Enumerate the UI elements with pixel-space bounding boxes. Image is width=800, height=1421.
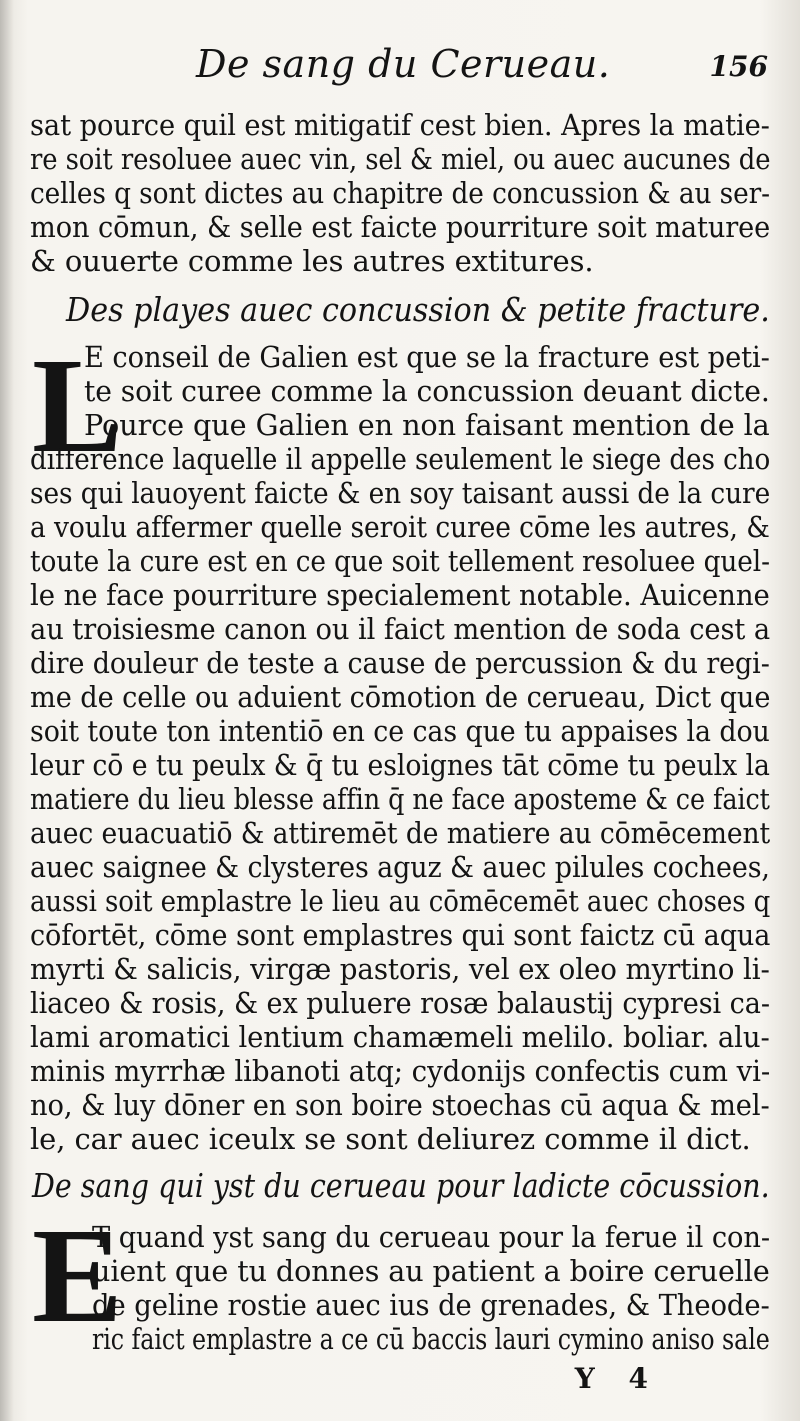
text-line: au troisiesme canon ou il faict mention de soda cest a	[30, 612, 771, 646]
text-line: a voulu affermer quelle seroit curee cōme les autres, &	[30, 510, 770, 544]
text-line: & ouuerte comme les autres extitures.	[30, 244, 594, 278]
running-title: De sang du Cerueau.	[196, 42, 611, 86]
text-line: celles q sont dictes au chapitre de concussion & au ser-	[30, 176, 770, 210]
text-line: minis myrrhæ libanoti atq; cydonijs confectis cum vi-	[30, 1054, 771, 1088]
section-heading: Des playes auec concussion & petite fracture.	[66, 290, 770, 329]
drop-capital: L	[32, 331, 123, 481]
text-line: T quand yst sang du cerueau pour la ferue il con-	[92, 1220, 770, 1254]
text-line: me de celle ou aduient cōmotion de cerueau, Dict que	[30, 680, 771, 714]
text-line: auec saignee & clysteres aguz & auec pilules cochees,	[30, 850, 770, 884]
text-line: matiere du lieu blesse affin q̄ ne face aposteme & ce faict	[30, 782, 770, 816]
signature-mark: Y 4	[574, 1362, 660, 1395]
text-line: myrti & salicis, virgæ pastoris, vel ex oleo myrtino li-	[30, 952, 770, 986]
text-line: auec euacuatiō & attiremēt de matiere au cōmēcement	[30, 816, 771, 850]
text-line: le, car auec iceulx se sont deliurez comme il dict.	[30, 1122, 751, 1156]
page-header	[0, 40, 800, 90]
text-line: no, & luy dōner en son boire stoechas cū aqua & mel-	[30, 1088, 770, 1122]
text-line: de geline rostie auec ius de grenades, & Theode-	[92, 1288, 770, 1322]
text-line: Pource que Galien en non faisant mention de la	[84, 408, 770, 442]
text-line: lami aromatici lentium chamæmeli melilo. boliar. alu-	[30, 1020, 770, 1054]
text-line: dire douleur de teste a cause de percussion & du regi-	[30, 646, 770, 680]
text-line: ric faict emplastre a ce cū baccis lauri cymino aniso sale	[92, 1322, 770, 1356]
section-heading: De sang qui yst du cerueau pour ladicte cōcussion.	[32, 1166, 770, 1205]
text-line: cōfortēt, cōme sont emplastres qui sont faictz cū aqua	[30, 918, 771, 952]
text-line: re soit resoluee auec vin, sel & miel, ou auec aucunes de	[30, 142, 771, 176]
text-line: ses qui lauoyent faicte & en soy taisant aussi de la cure	[30, 476, 771, 510]
text-line: uient que tu donnes au patient a boire ceruelle	[92, 1254, 770, 1288]
text-line: le ne face pourriture specialement notable. Auicenne	[30, 578, 770, 612]
text-line: sat pource quil est mitigatif cest bien. Apres la matie-	[30, 108, 770, 142]
text-line: leur cō e tu peulx & q̄ tu esloignes tāt cōme tu peulx la	[30, 748, 770, 782]
text-line: toute la cure est en ce que soit tellement resoluee quel-	[30, 544, 770, 578]
text-line: liaceo & rosis, & ex puluere rosæ balaustij cypresi ca-	[30, 986, 770, 1020]
text-line: te soit curee comme la concussion deuant dicte.	[84, 374, 770, 408]
text-line: E conseil de Galien est que se la fracture est peti-	[84, 340, 770, 374]
drop-capital: E	[32, 1201, 123, 1351]
text-line: difference laquelle il appelle seulement le siege des cho	[30, 442, 771, 476]
text-line: aussi soit emplastre le lieu au cōmēcemēt auec choses q	[30, 884, 771, 918]
text-line: mon cōmun, & selle est faicte pourriture soit maturee	[30, 210, 771, 244]
text-line: soit toute ton intentiō en ce cas que tu appaises la dou	[30, 714, 770, 748]
page-number: 156	[709, 50, 768, 83]
binding-shadow	[0, 0, 14, 1421]
